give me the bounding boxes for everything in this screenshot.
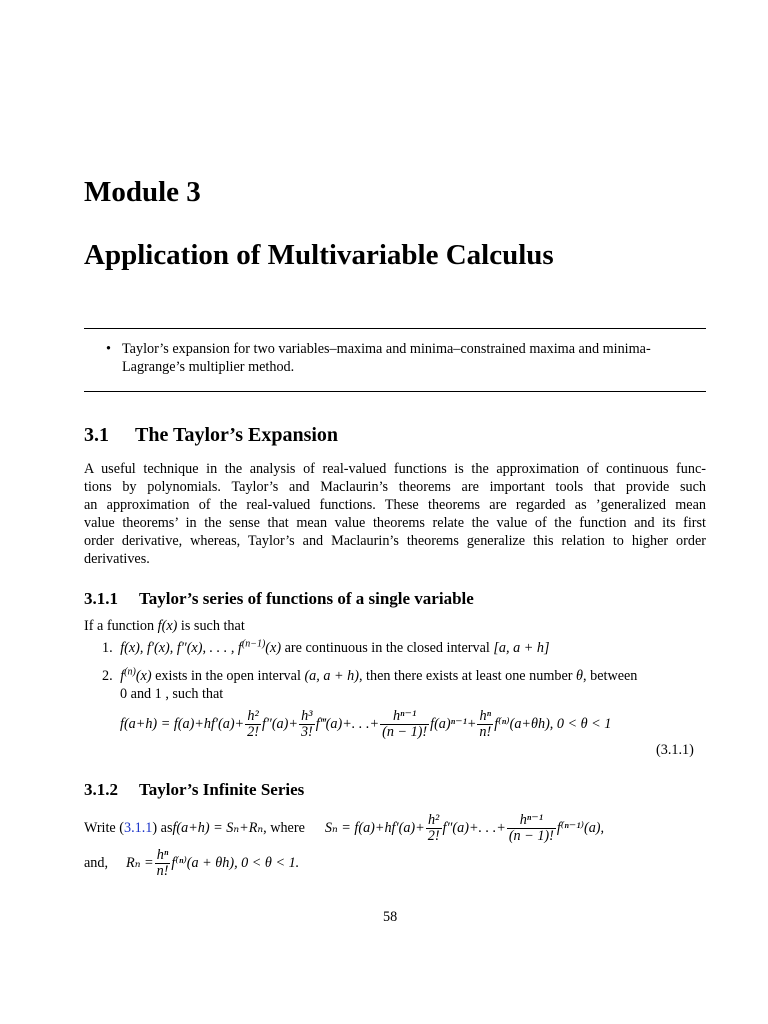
numerator: hⁿ (156, 846, 169, 863)
eq-term: f⁽ⁿ⁾(a+θh), 0 < θ < 1 (494, 716, 612, 732)
denominator: (n − 1)! (508, 827, 554, 844)
subsection-title: Taylor’s series of functions of a single variable (139, 589, 474, 608)
eq-term: f‴(a)+. . .+ (315, 716, 380, 732)
numerator: hⁿ⁻¹ (392, 707, 417, 724)
denominator: 2! (427, 827, 440, 844)
numerator: hⁿ⁻¹ (519, 811, 543, 828)
math-sup: (n−1) (241, 638, 266, 650)
equation-reference-link[interactable]: 3.1.1 (124, 820, 153, 836)
numerator: hⁿ (479, 707, 492, 724)
paragraph-line: A useful technique in the analysis of real-valued functions is the approximation of continuous func- (84, 461, 706, 477)
text: is such that (177, 618, 245, 634)
denominator: n! (156, 862, 169, 879)
text: ) as (152, 820, 173, 836)
item-number: 2. (102, 668, 113, 684)
summary-line: Taylor’s expansion for two variables–maxima and minima–constrained maxima and minima- (122, 341, 651, 357)
paragraph-line: an approximation of the real-valued functions. These theorems are regarded as ’generalized mean (84, 497, 706, 513)
fraction (245, 709, 261, 740)
denominator: 2! (247, 723, 259, 740)
paragraph-line: order derivative, whereas, Taylor’s and Maclaurin’s theorems generalize this relation to higher order (84, 533, 706, 549)
eq-term: f⁽ⁿ⁻¹⁾(a), (556, 820, 605, 836)
paragraph-line: tions by polynomials. Taylor’s and Maclaurin’s theorems are important tools that provide such (84, 479, 706, 495)
eq-term: f⁽ⁿ⁾(a + θh), 0 < θ < 1. (171, 855, 300, 871)
text: and, (84, 855, 109, 871)
summary-line: Lagrange’s multiplier method. (122, 359, 295, 375)
subsection-title: Taylor’s Infinite Series (139, 780, 305, 799)
math: (a, a + h) (304, 668, 359, 684)
math-sup: (n) (124, 666, 136, 678)
sn-line (84, 808, 604, 848)
fraction (155, 848, 171, 879)
list-item-1 (102, 639, 550, 657)
text: , where (263, 820, 305, 836)
denominator: n! (479, 723, 492, 740)
text: If a function (84, 618, 158, 634)
item-number: 1. (102, 640, 113, 656)
denominator: (n − 1)! (382, 723, 428, 740)
subsection-number: 3.1.1 (84, 589, 118, 608)
eq-term: f(a+h) = f(a)+hf′(a)+ (120, 716, 245, 732)
eq-term: Sₙ = f(a)+hf′(a)+ (324, 820, 425, 836)
eq-term: f″(a)+. . .+ (442, 820, 506, 836)
numerator: h³ (301, 707, 313, 724)
text: Write ( (84, 820, 124, 836)
module-heading: Module 3 (84, 176, 201, 208)
math: f(a+h) = Sₙ+Rₙ (172, 820, 264, 836)
equation-3-1-1 (120, 704, 611, 744)
page-number: 58 (383, 909, 398, 925)
math: (x) (135, 668, 152, 684)
intro-line (84, 617, 245, 635)
bullet-icon: • (106, 341, 111, 357)
eq-term: f(a)ⁿ⁻¹+ (430, 716, 477, 732)
subsection-number: 3.1.2 (84, 780, 118, 799)
math: θ (576, 668, 584, 684)
text: , between (583, 668, 638, 684)
text: , then there exists at least one number (358, 668, 577, 684)
section-title: The Taylor’s Expansion (135, 424, 339, 446)
math: [a, a + h] (493, 640, 550, 656)
list-item-2 (102, 667, 637, 685)
list-item-2-continuation: 0 and 1 , such that (120, 686, 224, 702)
text: are continuous in the closed interval (281, 640, 494, 656)
numerator: h² (247, 707, 259, 724)
module-title: Application of Multivariable Calculus (84, 239, 554, 271)
fraction (426, 813, 442, 844)
summary-item (122, 340, 706, 376)
top-rule (84, 328, 706, 329)
fraction (299, 709, 315, 740)
math: f (120, 668, 125, 684)
section-paragraph (84, 460, 706, 568)
numerator: h² (427, 811, 440, 828)
paragraph-line: value theorems’ in the sense that mean value theorems relate the value of the function and its first (84, 515, 706, 531)
rn-line (84, 843, 299, 883)
text: exists in the open interval (151, 668, 305, 684)
math: f(x), f′(x), f″(x), . . . , f (120, 640, 242, 656)
paragraph-line: derivatives. (84, 551, 150, 567)
math: (x) (265, 640, 282, 656)
bottom-rule (84, 391, 706, 392)
equation-label: (3.1.1) (656, 742, 694, 758)
math: f(x) (157, 618, 178, 634)
eq-term: f″(a)+ (261, 716, 298, 732)
fraction (477, 709, 493, 740)
fraction (380, 709, 429, 740)
eq-term: Rₙ = (126, 855, 154, 871)
denominator: 3! (300, 723, 313, 740)
section-number: 3.1 (84, 424, 109, 446)
fraction (507, 813, 556, 844)
